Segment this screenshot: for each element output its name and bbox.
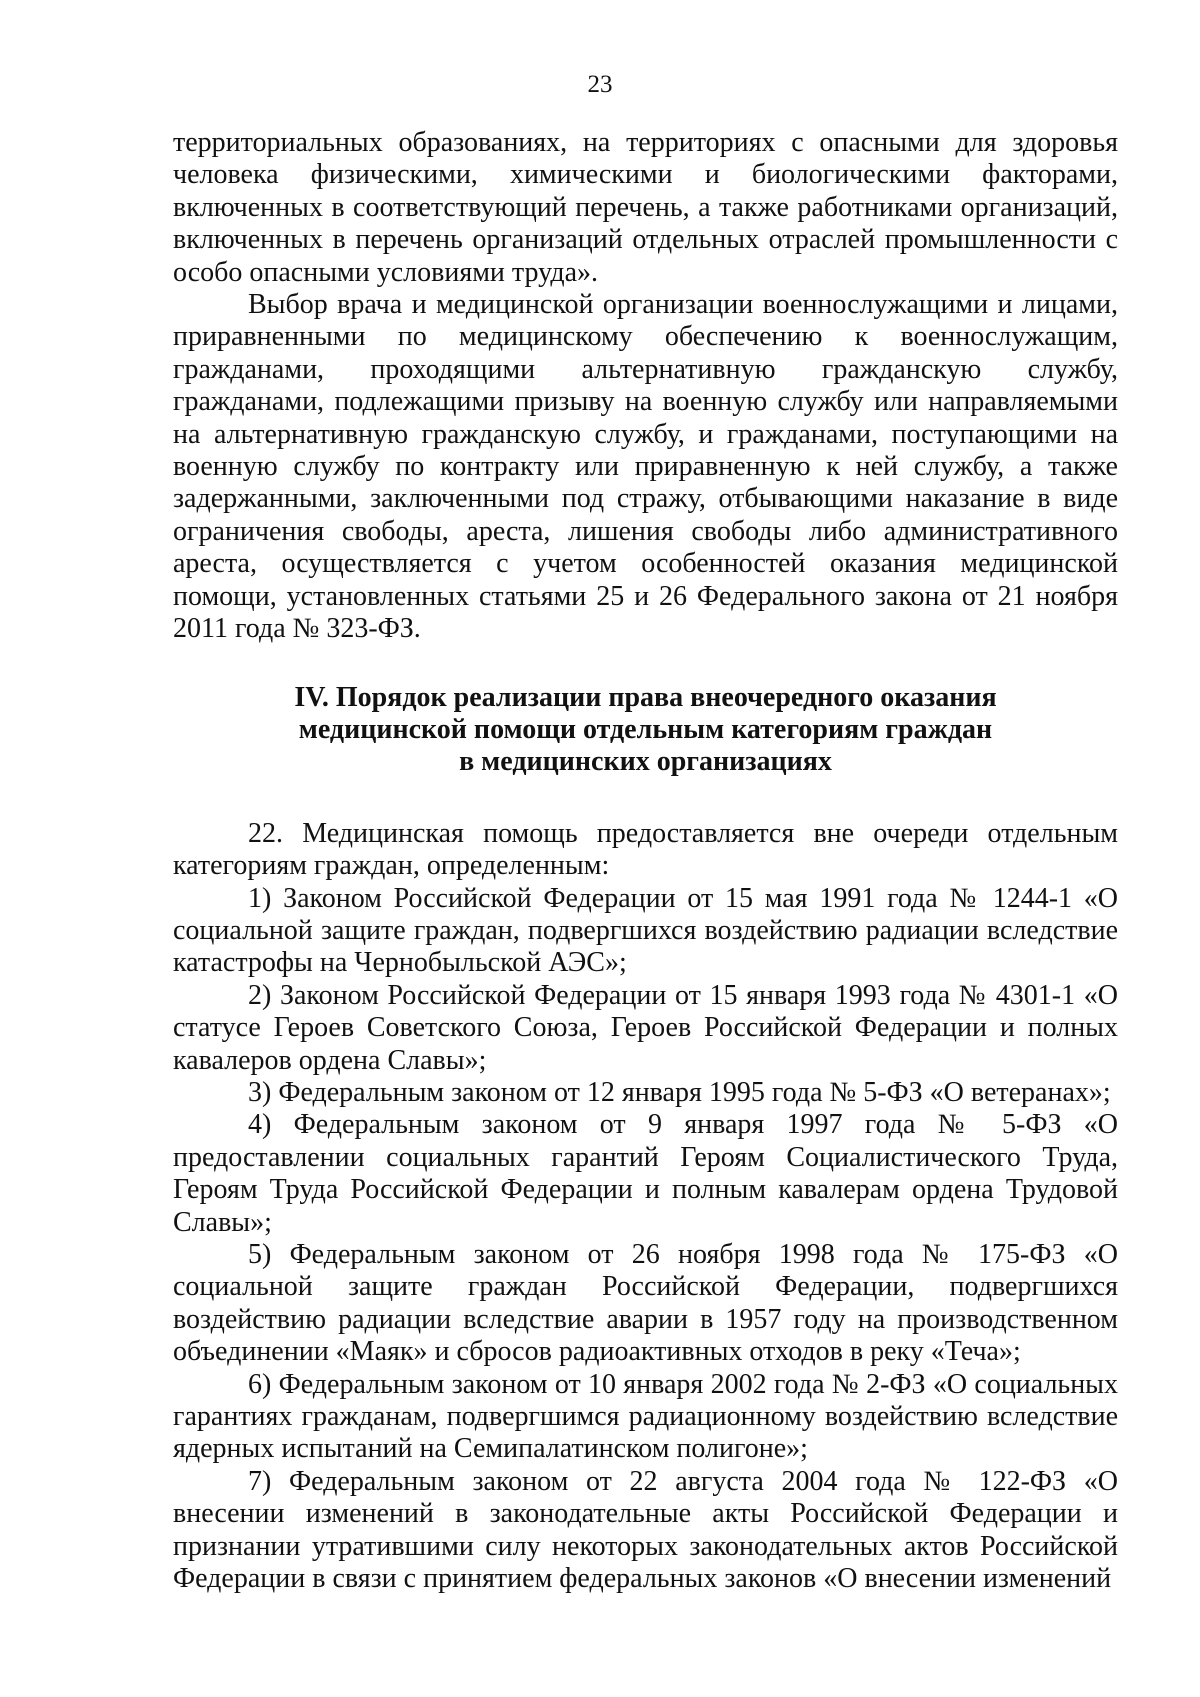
- list-item-1: 1) Законом Российской Федерации от 15 мая 1991 года № 1244-1 «О социальной защите граждан, подвергшихся воздействию радиации вследствие катастрофы на Чернобыльской АЭС»;: [173, 882, 1118, 979]
- section-heading-line: в медицинских организациях: [459, 746, 832, 778]
- paragraph-continuation: территориальных образованиях, на территориях с опасными для здоровья человека физическими, химическими и биологическими факторами, включенных в соответствующий перечень, а также работниками организаций, включенных в перечень организаций отдельных отраслей промышленности с особо опасными условиями труда».: [173, 127, 1118, 288]
- list-item-3: 3) Федеральным законом от 12 января 1995 года № 5-ФЗ «О ветеранах»;: [248, 1076, 1111, 1108]
- list-item-6: 6) Федеральным законом от 10 января 2002 года № 2-ФЗ «О социальных гарантиях гражданам, подвергшимся радиационному воздействию вследствие ядерных испытаний на Семипалатинском полигоне»;: [173, 1368, 1118, 1465]
- document-body: [173, 127, 1118, 1595]
- page-number: 23: [587, 71, 613, 98]
- section-heading: [173, 682, 1118, 779]
- section-heading-line: IV. Порядок реализации права внеочередного оказания: [294, 681, 997, 713]
- paragraph-doctor-choice: Выбор врача и медицинской организации военнослужащими и лицами, приравненными по медицинскому обеспечению к военнослужащим, гражданами, проходящими альтернативную гражданскую службу, гражданами, подлежащими призыву на военную службу или направляемыми на альтернативную гражданскую службу, и гражданами, поступающими на военную службу по контракту или приравненную к ней службу, а также задержанными, заключенными под стражу, отбывающими наказание в виде ограничения свободы, ареста, лишения свободы либо административного ареста, осуществляется с учетом особенностей оказания медицинской помощи, установленных статьями 25 и 26 Федерального закона от 21 ноября 2011 года № 323-ФЗ.: [173, 289, 1118, 645]
- list-item-4: 4) Федеральным законом от 9 января 1997 года № 5-ФЗ «О предоставлении социальных гарантий Героям Социалистического Труда, Героям Труда Российской Федерации и полным кавалерам ордена Трудовой Славы»;: [173, 1109, 1118, 1238]
- clause-22: 22. Медицинская помощь предоставляется вне очереди отдельным категориям граждан, определенным:: [173, 817, 1118, 882]
- section-heading-line: медицинской помощи отдельным категориям граждан: [298, 713, 993, 745]
- list-item-7: 7) Федеральным законом от 22 августа 2004 года № 122-ФЗ «О внесении изменений в законодательные акты Российской Федерации и признании утратившими силу некоторых законодательных актов Российской Федерации в связи с принятием федеральных законов «О внесении изменений: [173, 1465, 1118, 1595]
- list-item-5: 5) Федеральным законом от 26 ноября 1998 года № 175-ФЗ «О социальной защите граждан Российской Федерации, подвергшихся воздействию радиации вследствие аварии в 1957 году на производственном объединении «Маяк» и сбросов радиоактивных отходов в реку «Теча»;: [173, 1239, 1118, 1368]
- list-item-2: 2) Законом Российской Федерации от 15 января 1993 года № 4301-1 «О статусе Героев Советского Союза, Героев Российской Федерации и полных кавалеров ордена Славы»;: [173, 979, 1118, 1076]
